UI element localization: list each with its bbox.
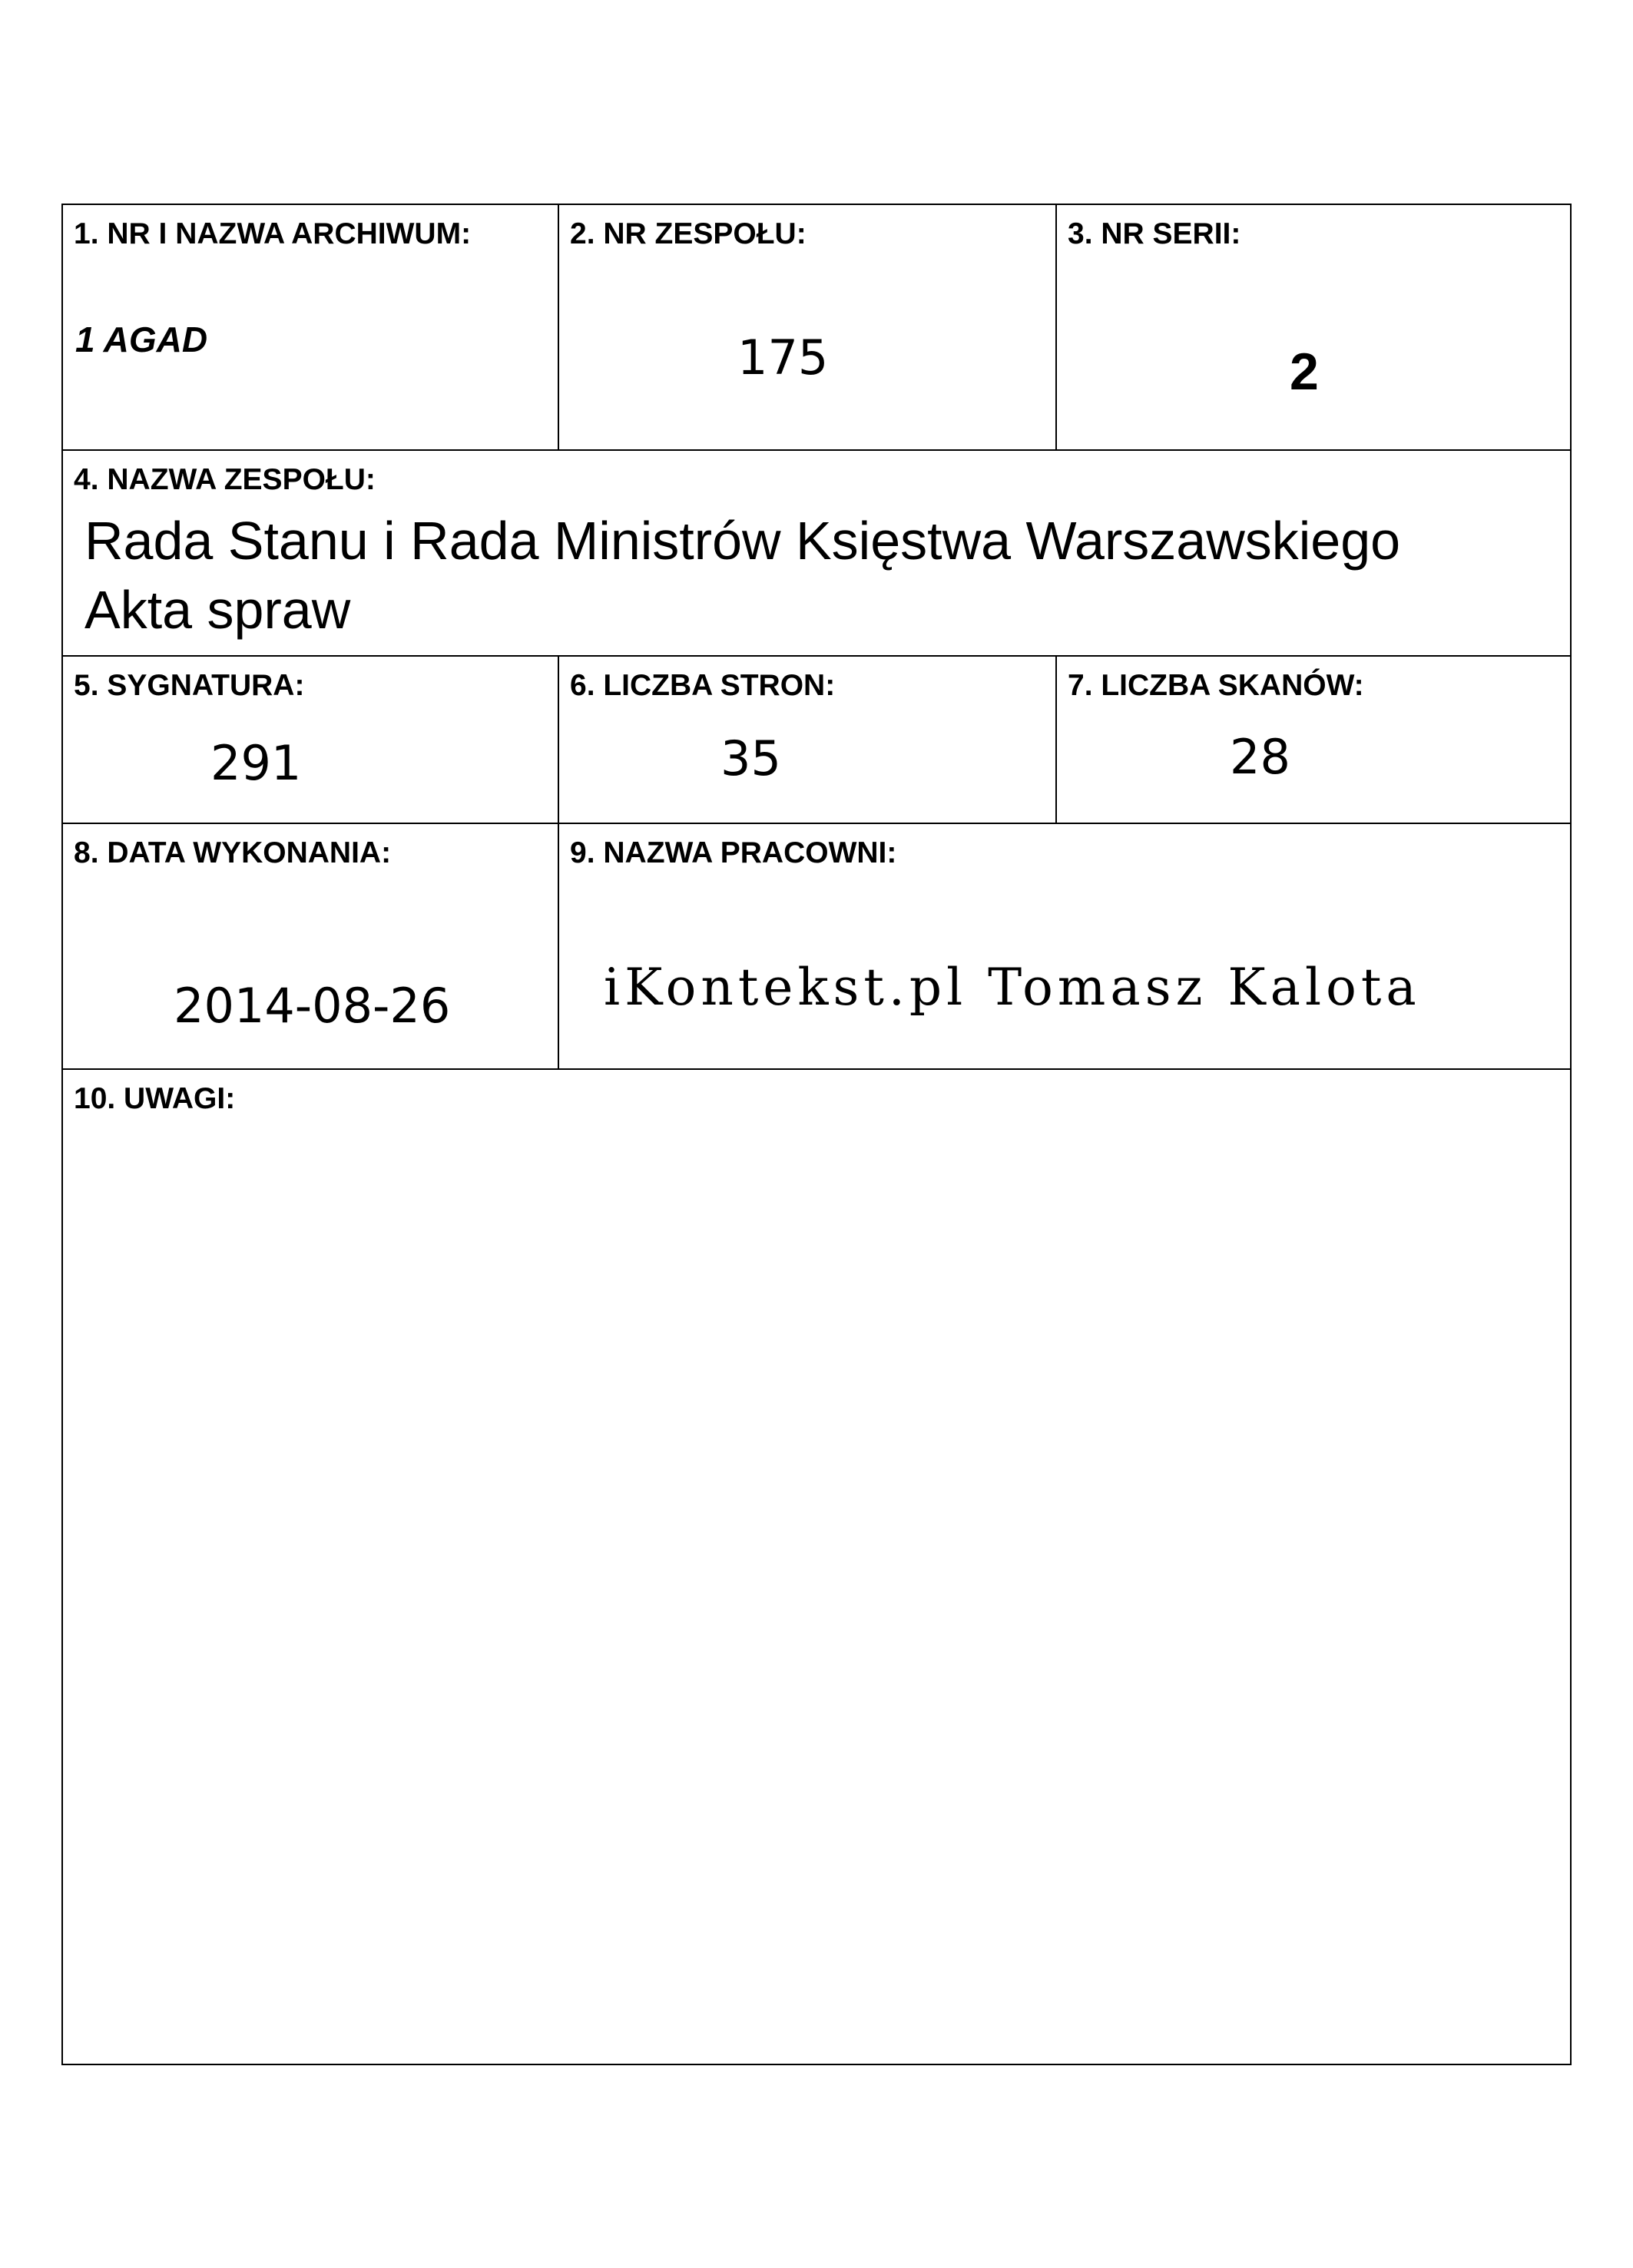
archive-value: 1 AGAD bbox=[75, 320, 208, 359]
series-number-label: 3. NR SERII: bbox=[1068, 217, 1241, 250]
fond-name-line-2: Akta spraw bbox=[84, 580, 351, 640]
fond-name-value bbox=[84, 506, 1400, 644]
fond-number-label: 2. NR ZESPOŁU: bbox=[570, 217, 807, 250]
fond-name-cell bbox=[63, 451, 1572, 657]
fond-name-line-1: Rada Stanu i Rada Ministrów Księstwa Warszawskiego bbox=[84, 511, 1401, 571]
remarks-label: 10. UWAGI: bbox=[74, 1082, 236, 1115]
workshop-value: iKontekst.pl Tomasz Kalota bbox=[604, 958, 1421, 1017]
scan-count-label: 7. LICZBA SKANÓW: bbox=[1068, 669, 1364, 702]
signature-label: 5. SYGNATURA: bbox=[74, 669, 305, 702]
archive-cell bbox=[63, 205, 559, 451]
signature-cell bbox=[63, 657, 559, 824]
fond-number-value: 175 bbox=[737, 329, 829, 386]
fond-name-label: 4. NAZWA ZESPOŁU: bbox=[74, 463, 376, 496]
series-number-value: 2 bbox=[1290, 343, 1319, 401]
series-number-cell bbox=[1057, 205, 1572, 451]
date-label: 8. DATA WYKONANIA: bbox=[74, 836, 392, 869]
date-value: 2014-08-26 bbox=[174, 978, 451, 1034]
remarks-cell bbox=[63, 1070, 1572, 2065]
page-count-label: 6. LICZBA STRON: bbox=[570, 669, 836, 702]
workshop-label: 9. NAZWA PRACOWNI: bbox=[570, 836, 897, 869]
archive-metadata-form bbox=[61, 204, 1572, 2065]
date-cell bbox=[63, 824, 559, 1070]
scan-count-value: 28 bbox=[1230, 729, 1290, 785]
signature-value: 291 bbox=[210, 735, 302, 791]
page-count-cell bbox=[559, 657, 1057, 824]
workshop-cell bbox=[559, 824, 1572, 1070]
fond-number-cell bbox=[559, 205, 1057, 451]
archive-label: 1. NR I NAZWA ARCHIWUM: bbox=[74, 217, 472, 250]
page-count-value: 35 bbox=[720, 730, 781, 786]
scan-count-cell bbox=[1057, 657, 1572, 824]
